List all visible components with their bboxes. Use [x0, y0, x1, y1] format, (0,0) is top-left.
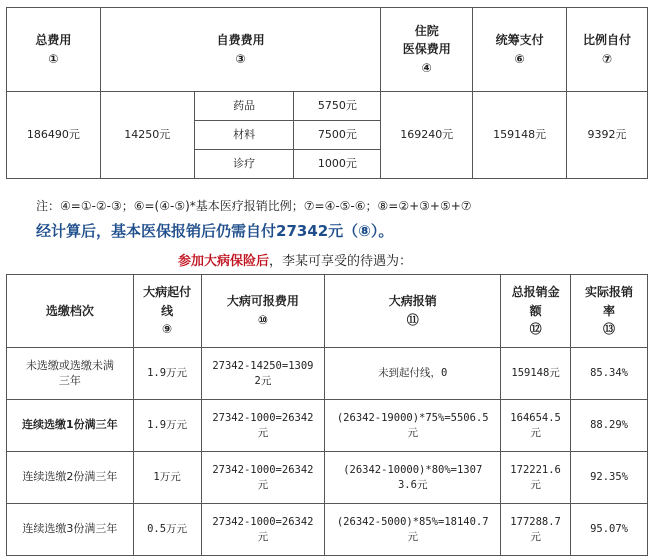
- rate-cell: 95.07%: [571, 504, 648, 556]
- table-row: [7, 504, 648, 556]
- header-pooled-payment: 统筹支付 ⑥: [473, 8, 567, 92]
- sub-item: 材料: [194, 121, 294, 150]
- header-actual-rate: 实际报销 率 ⑬: [571, 275, 648, 348]
- intro-highlight: 参加大病保险后: [178, 254, 270, 269]
- header-serious-reimbursement: 大病报销 ⑪: [325, 275, 501, 348]
- threshold-cell: 1.9万元: [133, 400, 201, 452]
- expense-table: [6, 7, 648, 179]
- reimbursable-cell: 27342-1000=26342 元: [201, 504, 325, 556]
- serious-cell: (26342-10000)*80%=1307 3.6元: [325, 452, 501, 504]
- sub-amount: 7500元: [294, 121, 381, 150]
- header-self-pay: 自费费用 ③: [100, 8, 380, 92]
- reimbursable-cell: 27342-1000=26342 元: [201, 452, 325, 504]
- sub-item: 药品: [194, 92, 294, 121]
- header-hospital-insurance: 住院 医保费用 ④: [381, 8, 473, 92]
- total-cell: 159148元: [501, 348, 571, 400]
- intro-text: [178, 250, 412, 269]
- reimbursable-cell: 27342-1000=26342 元: [201, 400, 325, 452]
- rate-cell: 92.35%: [571, 452, 648, 504]
- header-level: 选缴档次: [7, 275, 134, 348]
- sub-item: 诊疗: [194, 150, 294, 179]
- rate-cell: 85.34%: [571, 348, 648, 400]
- serious-cell: (26342-19000)*75%=5506.5 元: [325, 400, 501, 452]
- summary-text: 经计算后，基本医保报销后仍需自付27342元（⑧）。: [36, 222, 394, 240]
- reimbursable-cell: 27342-14250=1309 2元: [201, 348, 325, 400]
- threshold-cell: 1万元: [133, 452, 201, 504]
- level-cell: 连续选缴3份满三年: [7, 504, 134, 556]
- sub-amount: 5750元: [294, 92, 381, 121]
- serious-cell: (26342-5000)*85%=18140.7 元: [325, 504, 501, 556]
- header-threshold: 大病起付 线 ⑨: [133, 275, 201, 348]
- threshold-cell: 1.9万元: [133, 348, 201, 400]
- table-row: [7, 400, 648, 452]
- serious-cell: 未到起付线，0: [325, 348, 501, 400]
- level-cell: 未选缴或选缴未满 三年: [7, 348, 134, 400]
- threshold-cell: 0.5万元: [133, 504, 201, 556]
- total-cell: 164654.5 元: [501, 400, 571, 452]
- sub-amount: 1000元: [294, 150, 381, 179]
- formula-note: 注：④=①-②-③；⑥=(④-⑤)*基本医疗报销比例；⑦=④-⑤-⑥；⑧=②+③+⑤+⑦: [36, 199, 472, 213]
- pooled-payment-value: 159148元: [473, 92, 567, 179]
- table-row: [7, 348, 648, 400]
- self-pay-total: 14250元: [100, 92, 194, 179]
- total-value: 186490元: [7, 92, 101, 179]
- expense-header-row: [7, 8, 648, 92]
- total-cell: 177288.7 元: [501, 504, 571, 556]
- intro-rest: ，李某可享受的待遇为：: [269, 254, 413, 269]
- header-ratio-self-pay: 比例自付 ⑦: [567, 8, 648, 92]
- serious-illness-table: [6, 274, 648, 556]
- header-reimbursable: 大病可报费用 ⑩: [201, 275, 325, 348]
- header-total-reimbursement: 总报销金 额 ⑫: [501, 275, 571, 348]
- total-cell: 172221.6 元: [501, 452, 571, 504]
- expense-row: [7, 92, 648, 121]
- table-row: [7, 452, 648, 504]
- header-total: 总费用 ①: [7, 8, 101, 92]
- serious-header-row: [7, 275, 648, 348]
- hospital-insurance-value: 169240元: [381, 92, 473, 179]
- level-cell: 连续选缴1份满三年: [7, 400, 134, 452]
- rate-cell: 88.29%: [571, 400, 648, 452]
- level-cell: 连续选缴2份满三年: [7, 452, 134, 504]
- ratio-self-pay-value: 9392元: [567, 92, 648, 179]
